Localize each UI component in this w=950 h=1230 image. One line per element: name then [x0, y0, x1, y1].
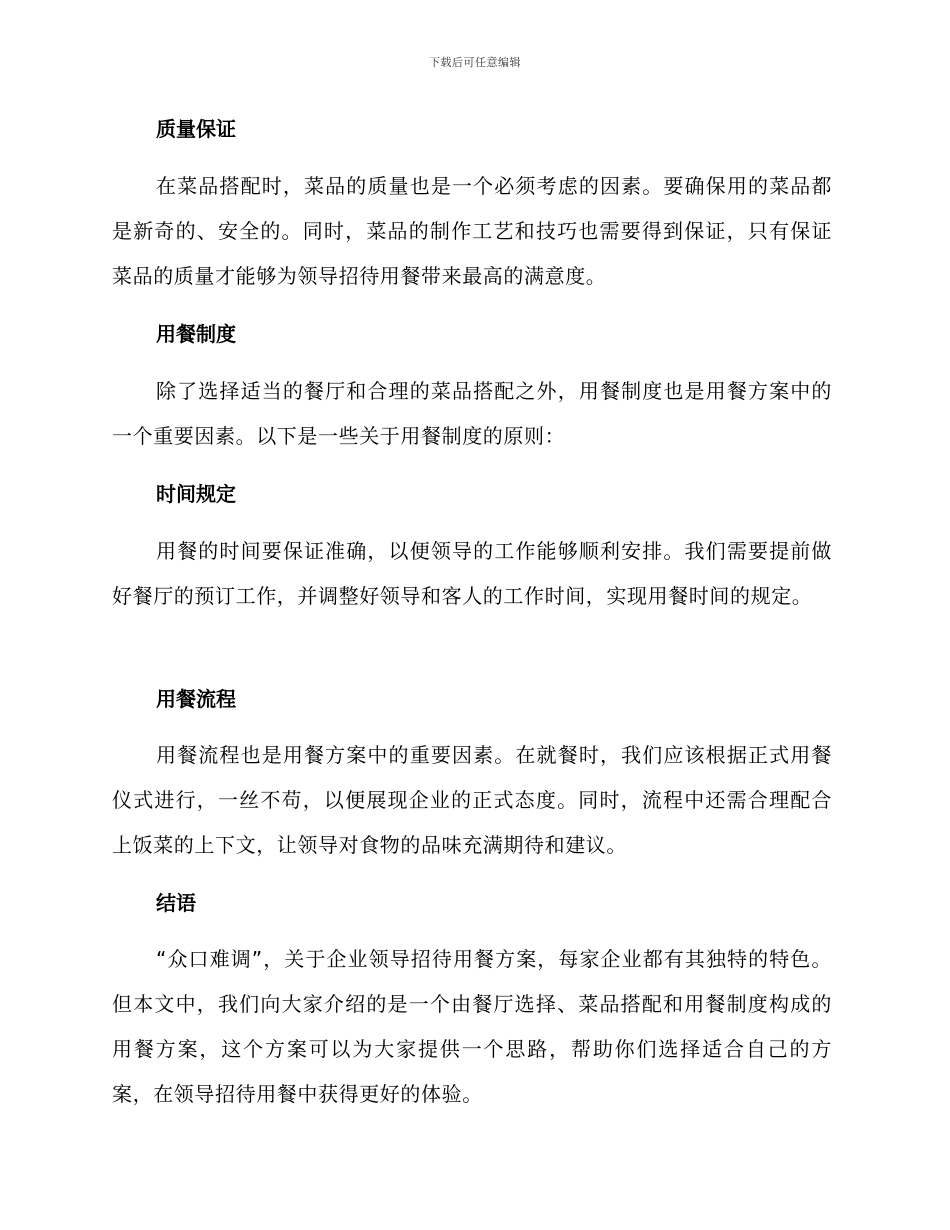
- section-heading-dining-process: 用餐流程: [156, 687, 236, 711]
- section-heading-time-rules: 时间规定: [156, 482, 236, 506]
- section-paragraph-time-rules: 用餐的时间要保证准确，以便领导的工作能够顺利安排。我们需要提前做好餐厅的预订工作，并调整好领导和客人的工作时间，实现用餐时间的规定。: [112, 539, 832, 608]
- section-paragraph-dining-process: 用餐流程也是用餐方案中的重要因素。在就餐时，我们应该根据正式用餐仪式进行，一丝不苟，以便展现企业的正式态度。同时，流程中还需合理配合上饭菜的上下文，让领导对食物的品味充满期待和建议。: [112, 743, 832, 857]
- section-paragraph-conclusion: “众口难调”，关于企业领导招待用餐方案，每家企业都有其独特的特色。但本文中，我们向大家介绍的是一个由餐厅选择、菜品搭配和用餐制度构成的用餐方案，这个方案可以为大家提供一个思路，帮助你们选择适合自己的方案，在领导招待用餐中获得更好的体验。: [112, 947, 832, 1106]
- section-heading-dining-system: 用餐制度: [156, 322, 236, 346]
- section-heading-conclusion: 结语: [156, 891, 196, 915]
- section-heading-quality: 质量保证: [156, 117, 236, 141]
- header-note: 下载后可任意编辑: [429, 56, 521, 69]
- section-paragraph-dining-system: 除了选择适当的餐厅和合理的菜品搭配之外，用餐制度也是用餐方案中的一个重要因素。以下是一些关于用餐制度的原则：: [112, 379, 832, 448]
- section-paragraph-quality: 在菜品搭配时，菜品的质量也是一个必须考虑的因素。要确保用的菜品都是新奇的、安全的。同时，菜品的制作工艺和技巧也需要得到保证，只有保证菜品的质量才能够为领导招待用餐带来最高的满意度。: [112, 174, 832, 288]
